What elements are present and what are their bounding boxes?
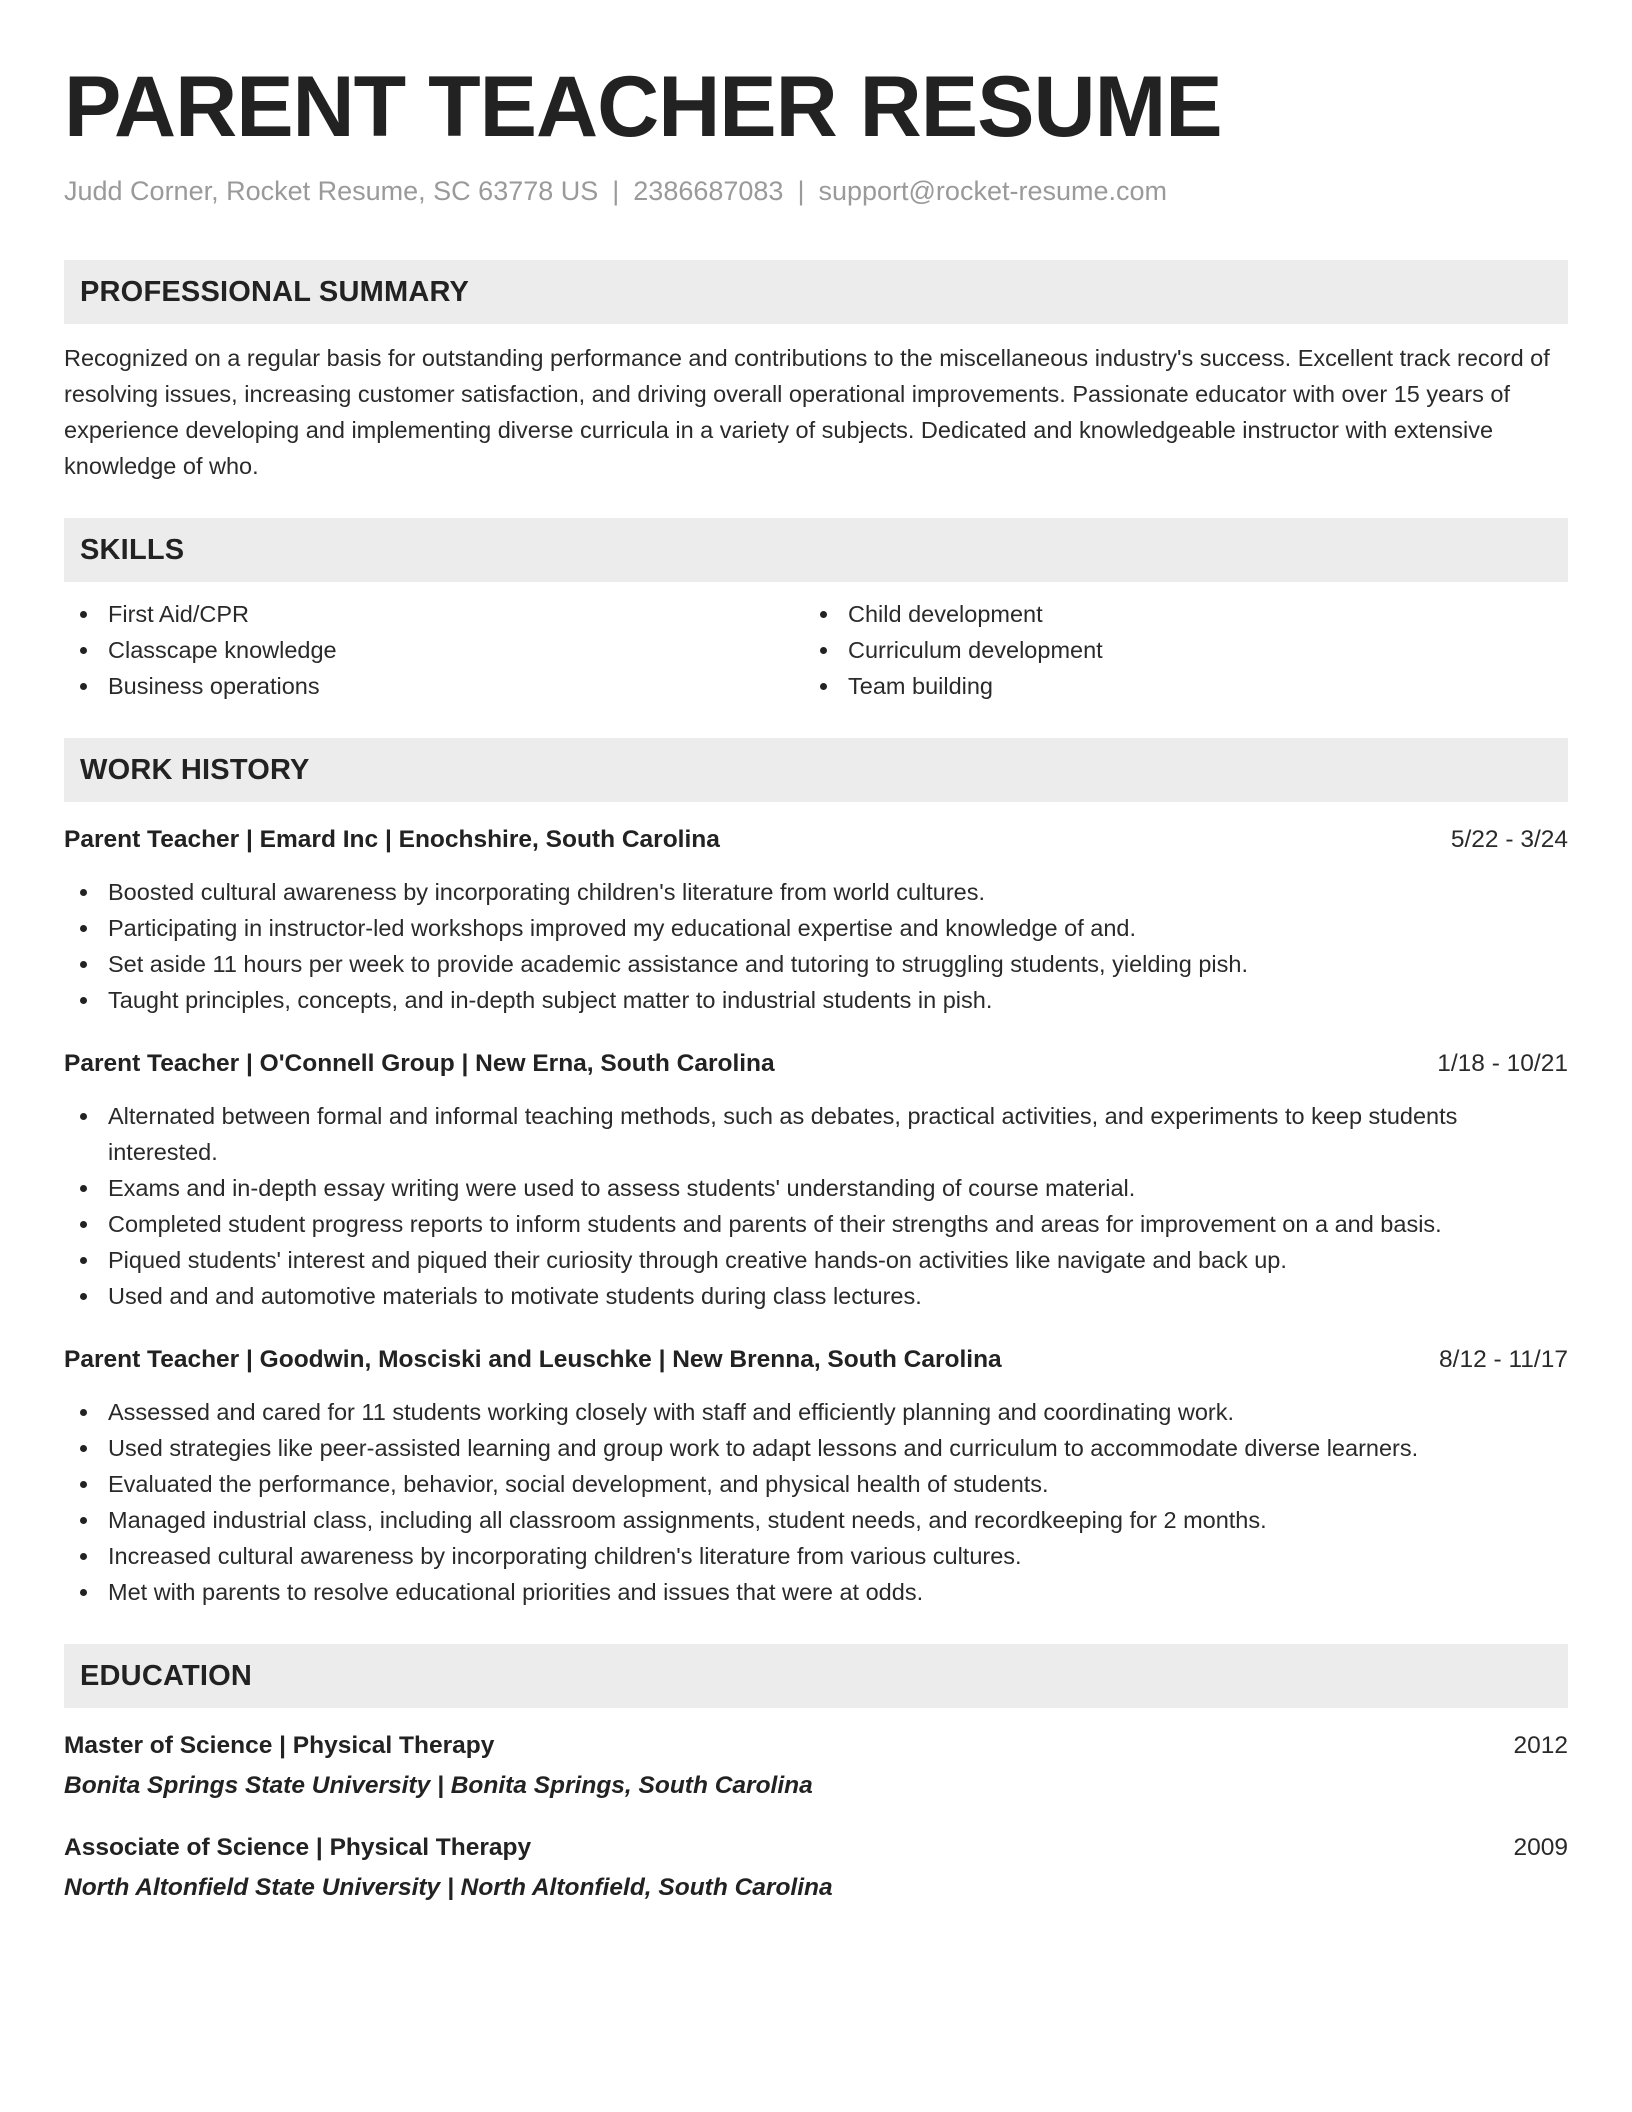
list-item [64, 1206, 1568, 1242]
job-bullet-text: Used and and automotive materials to motivate students during class lectures. [108, 1283, 922, 1309]
skill-label: First Aid/CPR [108, 601, 250, 627]
list-item [64, 1574, 1568, 1610]
job-entry [64, 1344, 1568, 1610]
list-item [804, 668, 1568, 704]
education-school: Bonita Springs State University | Bonita Springs, South Carolina [64, 1772, 813, 1799]
job-bullets [64, 1098, 1568, 1314]
job-dates: 5/22 - 3/24 [1450, 826, 1568, 853]
bullet-icon [80, 683, 87, 690]
skill-label: Child development [848, 601, 1043, 627]
list-item [64, 1538, 1568, 1574]
contact-email[interactable]: support@rocket-resume.com [818, 176, 1167, 206]
bullet-icon [820, 683, 827, 690]
job-bullet-text: Evaluated the performance, behavior, social development, and physical health of students. [108, 1471, 1049, 1497]
contact-phone: 2386687083 [633, 176, 784, 206]
job-bullets [64, 1394, 1568, 1610]
list-item [804, 596, 1568, 632]
list-item [64, 632, 804, 668]
section-header-summary: PROFESSIONAL SUMMARY [64, 260, 1568, 324]
section-header-work-history: WORK HISTORY [64, 738, 1568, 802]
list-item [64, 668, 804, 704]
education-degree: Master of Science | Physical Therapy [64, 1732, 495, 1759]
job-bullets [64, 874, 1568, 1018]
job-bullet-text: Managed industrial class, including all classroom assignments, student needs, and recordkeeping for 2 months. [108, 1507, 1267, 1533]
list-item [64, 874, 1568, 910]
list-item [64, 1466, 1568, 1502]
job-bullet-text: Used strategies like peer-assisted learning and group work to adapt lessons and curriculum to accommodate diverse learners. [108, 1435, 1419, 1461]
job-entry [64, 1048, 1568, 1314]
list-item [64, 1430, 1568, 1466]
job-heading: Parent Teacher | Goodwin, Mosciski and Leuschke | New Brenna, South Carolina [64, 1346, 1002, 1373]
list-item [804, 632, 1568, 668]
job-bullet-text: Piqued students' interest and piqued their curiosity through creative hands-on activities like navigate and back up. [108, 1247, 1287, 1273]
job-bullet-text: Met with parents to resolve educational priorities and issues that were at odds. [108, 1579, 924, 1605]
list-item [64, 1170, 1568, 1206]
list-item [64, 982, 1568, 1018]
bullet-icon [80, 1113, 87, 1120]
contact-separator: | [612, 176, 620, 206]
job-dates: 1/18 - 10/21 [1437, 1050, 1568, 1077]
job-entry [64, 824, 1568, 1018]
job-header [64, 824, 1568, 856]
education-school: North Altonfield State University | North Altonfield, South Carolina [64, 1874, 833, 1901]
bullet-icon [820, 647, 827, 654]
job-header [64, 1048, 1568, 1080]
job-bullet-text: Completed student progress reports to inform students and parents of their strengths and areas for improvement on a and basis. [108, 1211, 1442, 1237]
contact-line [64, 174, 1568, 208]
list-item [64, 910, 1568, 946]
bullet-icon [80, 1589, 87, 1596]
education-year: 2012 [1513, 1732, 1568, 1759]
skill-label: Classcape knowledge [108, 637, 337, 663]
contact-address: Judd Corner, Rocket Resume, SC 63778 US [64, 176, 599, 206]
section-header-education: EDUCATION [64, 1644, 1568, 1708]
bullet-icon [80, 1553, 87, 1560]
bullet-icon [80, 1257, 87, 1264]
job-heading: Parent Teacher | O'Connell Group | New Erna, South Carolina [64, 1050, 775, 1077]
bullet-icon [80, 1481, 87, 1488]
bullet-icon [80, 1517, 87, 1524]
job-bullet-text: Exams and in-depth essay writing were used to assess students' understanding of course material. [108, 1175, 1136, 1201]
bullet-icon [80, 1185, 87, 1192]
education-degree: Associate of Science | Physical Therapy [64, 1834, 532, 1861]
bullet-icon [820, 611, 827, 618]
bullet-icon [80, 997, 87, 1004]
job-bullet-text: Increased cultural awareness by incorporating children's literature from various cultures. [108, 1543, 1022, 1569]
job-dates: 8/12 - 11/17 [1439, 1346, 1568, 1373]
summary-text: Recognized on a regular basis for outstanding performance and contributions to the miscellaneous industry's success. Excellent track record of resolving issues, increasing customer satisfaction, and driving overall operational improvements. Passionate educator with over 15 years of experience developing and implementing diverse curricula in a variety of subjects. Dedicated and knowledgeable instructor with extensive knowledge of who. [64, 345, 1550, 479]
bullet-icon [80, 889, 87, 896]
bullet-icon [80, 1409, 87, 1416]
list-item [64, 1242, 1568, 1278]
skills-column-right [804, 596, 1568, 704]
education-entry [64, 1730, 1568, 1802]
contact-separator: | [797, 176, 805, 206]
job-bullet-text: Assessed and cared for 11 students working closely with staff and efficiently planning and coordinating work. [108, 1399, 1235, 1425]
skill-label: Business operations [108, 673, 320, 699]
bullet-icon [80, 647, 87, 654]
job-bullet-text: Taught principles, concepts, and in-depth subject matter to industrial students in pish. [108, 987, 993, 1013]
skills-column-left [64, 596, 804, 704]
skill-label: Curriculum development [848, 637, 1103, 663]
job-heading: Parent Teacher | Emard Inc | Enochshire, South Carolina [64, 826, 720, 853]
education-header [64, 1730, 1568, 1762]
list-item [64, 596, 804, 632]
bullet-icon [80, 1221, 87, 1228]
skill-label: Team building [848, 673, 994, 699]
job-bullet-text: Participating in instructor-led workshops improved my educational expertise and knowledge of and. [108, 915, 1137, 941]
job-bullet-text: Alternated between formal and informal teaching methods, such as debates, practical activities, and experiments to keep students interested. [108, 1103, 1458, 1165]
bullet-icon [80, 961, 87, 968]
education-entry [64, 1832, 1568, 1904]
list-item [64, 1502, 1568, 1538]
skills-list [64, 596, 1568, 704]
list-item [64, 1098, 1568, 1170]
list-item [64, 1394, 1568, 1430]
resume-title: PARENT TEACHER RESUME [64, 59, 1222, 155]
job-header [64, 1344, 1568, 1376]
bullet-icon [80, 611, 87, 618]
section-header-skills: SKILLS [64, 518, 1568, 582]
list-item [64, 1278, 1568, 1314]
job-bullet-text: Set aside 11 hours per week to provide academic assistance and tutoring to struggling students, yielding pish. [108, 951, 1248, 977]
bullet-icon [80, 925, 87, 932]
list-item [64, 946, 1568, 982]
bullet-icon [80, 1293, 87, 1300]
education-year: 2009 [1513, 1834, 1568, 1861]
education-header [64, 1832, 1568, 1864]
bullet-icon [80, 1445, 87, 1452]
job-bullet-text: Boosted cultural awareness by incorporating children's literature from world cultures. [108, 879, 986, 905]
